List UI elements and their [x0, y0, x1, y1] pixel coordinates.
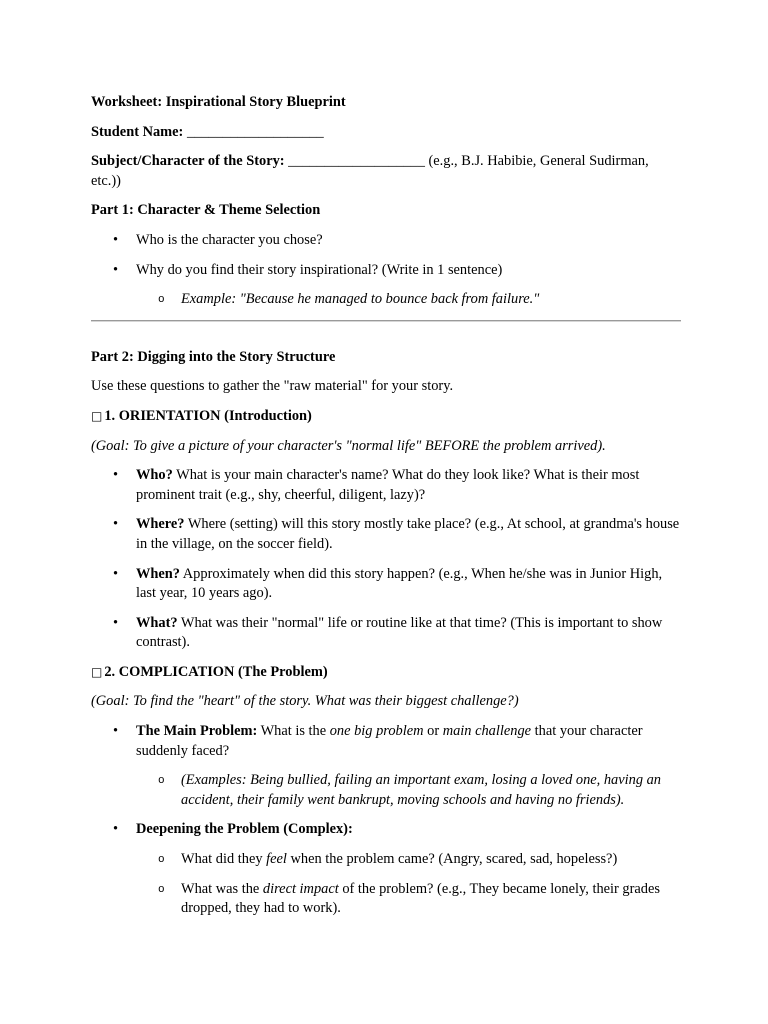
- checkbox-square-icon: □: [91, 664, 103, 679]
- subject-hint: (e.g., B.J. Habibie, General Sudirman, etc.)): [91, 153, 649, 189]
- list-item: o What did they feel when the problem came? (Angry, scared, sad, hopeless?): [136, 850, 681, 870]
- list-item: [91, 466, 681, 505]
- part1-question-2: Why do you find their story inspirational? (Write in 1 sentence): [136, 261, 503, 278]
- orientation-goal: (Goal: To give a picture of your character's "normal life" BEFORE the problem arrived).: [91, 437, 606, 454]
- part2-intro: Use these questions to gather the "raw material" for your story.: [91, 378, 454, 395]
- orientation-questions: [91, 466, 681, 653]
- complication-questions: [91, 722, 681, 919]
- subject-line: [91, 152, 681, 191]
- orientation-heading: □ 1. ORIENTATION (Introduction): [91, 407, 312, 424]
- list-item: [136, 771, 681, 810]
- where-label: Where?: [136, 516, 185, 533]
- part1-questions: [91, 231, 681, 310]
- main-problem-sublist: [136, 771, 681, 810]
- part1-question-1: Who is the character you chose?: [136, 231, 323, 248]
- part1-example: Example: "Because he managed to bounce back from failure.": [181, 291, 540, 308]
- horizontal-divider: [91, 320, 681, 322]
- list-item: [136, 290, 681, 310]
- subject-blank: ___________________: [284, 153, 425, 170]
- part2-heading: Part 2: Digging into the Story Structure: [91, 348, 336, 365]
- checkbox-square-icon: □: [91, 408, 103, 423]
- complication-heading: □ 2. COMPLICATION (The Problem): [91, 663, 328, 680]
- problem-examples: (Examples: Being bullied, failing an important exam, losing a loved one, having an accident, their family went bankrupt, moving schools and having no friends).: [181, 772, 662, 808]
- list-item: [91, 565, 681, 604]
- what-label: What?: [136, 614, 178, 631]
- student-name-line: [91, 123, 681, 143]
- what-text: What was their "normal" life or routine like at that time? (This is important to show contrast).: [136, 614, 663, 651]
- subject-label: Subject/Character of the Story:: [91, 153, 285, 170]
- list-item: [91, 614, 681, 653]
- when-text: Approximately when did this story happen? (e.g., When he/she was in Junior High, last year, 10 years ago).: [136, 565, 663, 602]
- worksheet-title: Worksheet: Inspirational Story Blueprint: [91, 94, 346, 110]
- list-item: [91, 231, 681, 251]
- complication-goal: (Goal: To find the "heart" of the story. What was their biggest challenge?): [91, 693, 519, 710]
- list-item: o What was the direct impact of the problem? (e.g., They became lonely, their grades dropped, they had to work).: [136, 880, 681, 919]
- list-item: • The Main Problem: What is the one big problem or main challenge that your character suddenly faced? o (Examples: Being bullied, failing an important exam, losing a loved one, having an accident, their family went bankrupt, moving schools and having no friends).: [91, 722, 681, 810]
- who-text: What is your main character's name? What do they look like? What is their most prominent trait (e.g., shy, cheerful, diligent, lazy)?: [136, 467, 640, 503]
- student-name-blank: ___________________: [183, 123, 324, 140]
- part1-sublist: [136, 290, 681, 310]
- deepen-label: Deepening the Problem (Complex):: [136, 821, 353, 838]
- main-problem-label: The Main Problem:: [136, 723, 258, 740]
- list-item: [91, 820, 681, 918]
- list-item: [91, 261, 681, 310]
- part1-heading: Part 1: Character & Theme Selection: [91, 202, 321, 219]
- worksheet-content: [91, 93, 681, 929]
- when-label: When?: [136, 565, 180, 582]
- where-text: Where (setting) will this story mostly take place? (e.g., At school, at grandma's house in the village, on the soccer field).: [136, 516, 680, 552]
- student-name-label: Student Name:: [91, 123, 184, 140]
- deepen-sublist: [136, 850, 681, 919]
- list-item: [91, 515, 681, 554]
- who-label: Who?: [136, 467, 173, 484]
